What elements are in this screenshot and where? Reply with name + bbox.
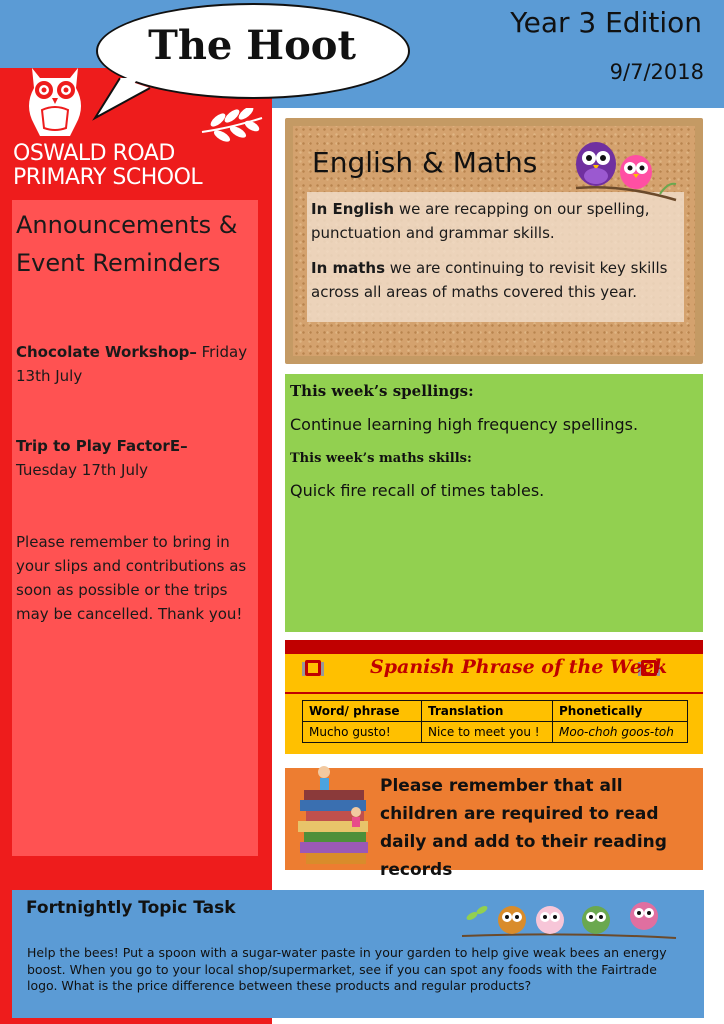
table-header: Phonetically [553,701,688,722]
announcement-trip [16,434,256,482]
spanish-title: Spanish Phrase of the Week [370,656,668,678]
owls-row-icon [460,896,680,944]
announcements-panel [12,200,258,856]
english-text: we are recapping on our spelling, punctuation and grammar skills. [311,200,650,242]
spellings-text: Continue learning high frequency spellings. [290,415,639,434]
bubble-tail-cover [112,76,242,98]
maths-paragraph [311,256,683,304]
maths-label: In maths [311,259,386,277]
table-header: Translation [422,701,553,722]
weekly-panel [285,374,703,632]
english-label: In English [311,200,395,218]
school-name-line2: PRIMARY SCHOOL [13,165,203,190]
school-name-line1: OSWALD ROAD [13,141,175,166]
english-paragraph [311,197,683,245]
owl-logo-icon [20,62,90,142]
flag-stripe-top [285,640,703,654]
announcement-chocolate-date: Friday 13th July [16,343,248,385]
announcement-note: Please remember to bring in your slips and contributions as soon as possible or the trips may be cancelled. Thank you! [16,533,247,623]
announcement-trip-date: Tuesday 17th July [16,461,149,479]
announcements-heading [16,206,256,282]
laurel-icon [200,108,266,142]
announcement-chocolate-title: Chocolate Workshop– [16,343,197,361]
table-header-row [303,701,688,722]
table-cell: Mucho gusto! [303,722,422,743]
table-row [303,722,688,743]
maths-skills-heading: This week’s maths skills: [290,451,472,466]
maths-text: we are continuing to revisit key skills across all areas of maths covered this year. [311,259,668,301]
spanish-phrase-table [302,700,688,743]
issue-date: 9/7/2018 [609,60,704,84]
announcement-trip-title: Trip to Play FactorE– [16,437,188,455]
announcements-heading-line2: Event Reminders [16,249,221,277]
spain-crest-icon [302,656,324,680]
school-name [13,142,202,190]
edition-label: Year 3 Edition [510,6,702,39]
maths-skills-text: Quick fire recall of times tables. [290,481,545,500]
table-cell: Nice to meet you ! [422,722,553,743]
announcement-chocolate [16,340,256,388]
book-stack-icon [294,760,378,872]
announcements-heading-line1: Announcements & [16,211,238,239]
table-header: Word/ phrase [303,701,422,722]
newsletter-title: The Hoot [148,22,356,69]
topic-task-title: Fortnightly Topic Task [26,898,236,918]
topic-task-text: Help the bees! Put a spoon with a sugar-water paste in your garden to help give weak bees an energy boost. When you go to your local shop/supermarket, see if you can spot any foods with the Fairtrade logo. What is the price difference between these products and regular products? [27,945,667,993]
english-maths-title: English & Maths [312,146,538,179]
reading-reminder: Please remember that all children are required to read daily and add to their reading records [380,776,667,880]
spellings-heading: This week’s spellings: [290,382,474,400]
table-cell: Moo-choh goos-toh [553,722,688,743]
